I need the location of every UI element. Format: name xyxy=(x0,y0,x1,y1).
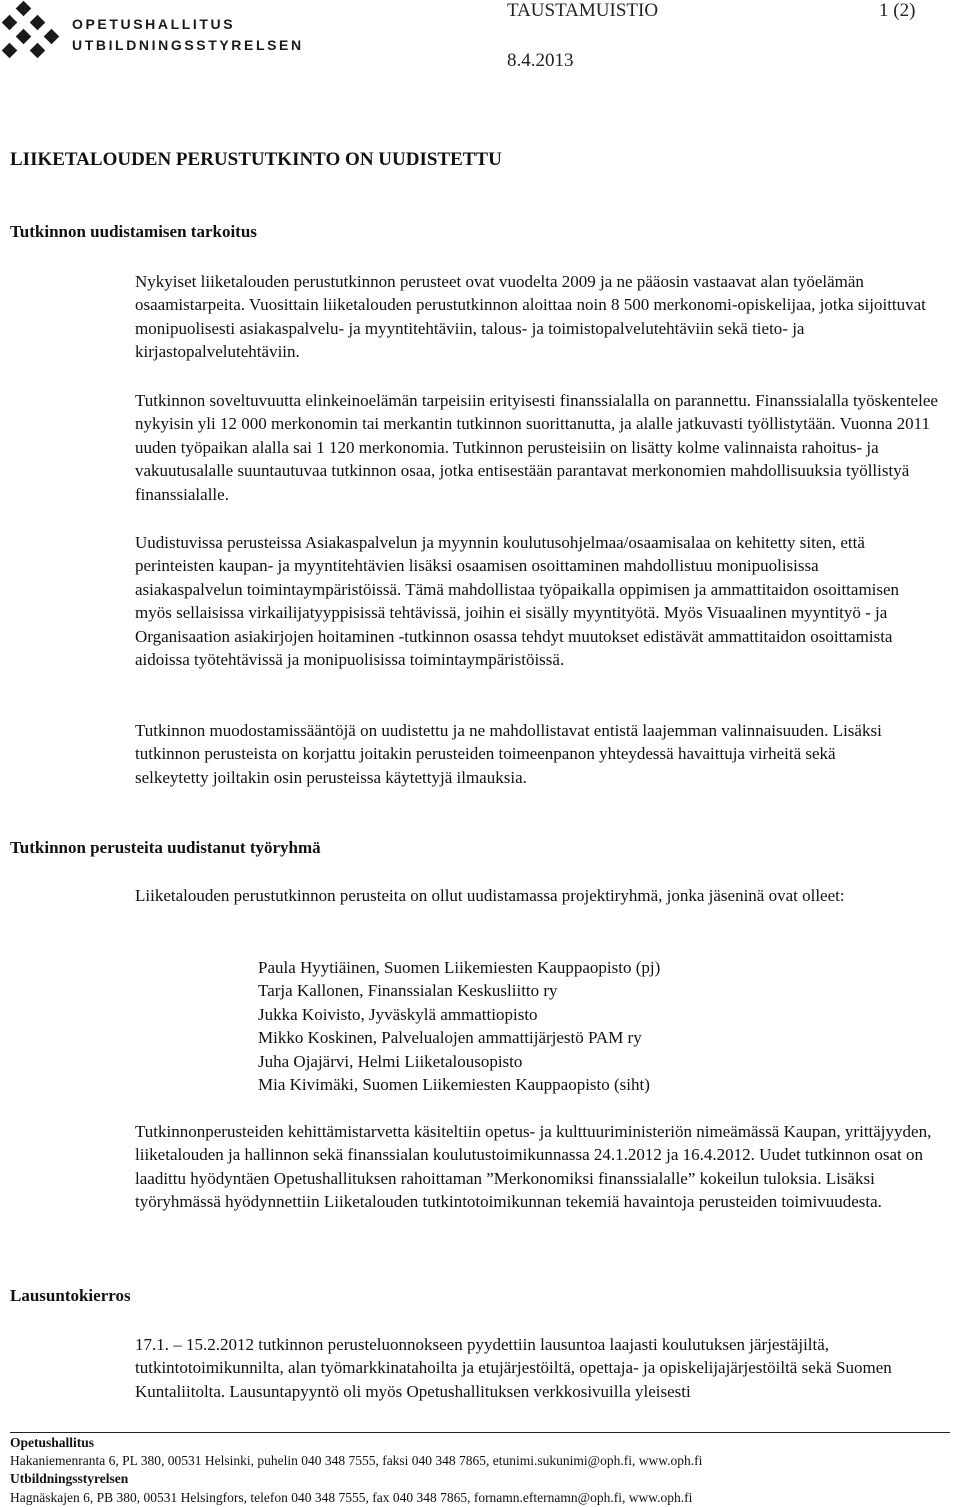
member-item: Tarja Kallonen, Finanssialan Keskusliitto ry xyxy=(258,981,558,1001)
footer-org-sv: Utbildningsstyrelsen xyxy=(10,1471,129,1487)
logo xyxy=(0,0,304,70)
member-item: Jukka Koivisto, Jyväskylä ammattiopisto xyxy=(258,1004,538,1024)
footer-address-sv: Hagnäskajen 6, PB 380, 00531 Helsingfors, telefon 040 348 7555, fax 040 348 7865, fornamn.efternamn@oph.fi, www.oph.fi xyxy=(10,1489,693,1505)
footer xyxy=(10,1434,702,1507)
member-item: Mia Kivimäki, Suomen Liikemiesten Kauppaopisto (siht) xyxy=(258,1075,650,1095)
section-heading-consultation: Lausuntokierros xyxy=(10,1286,131,1305)
footer-address-fi: Hakaniemenranta 6, PL 380, 00531 Helsinki, puhelin 040 348 7555, faksi 040 348 7865, etunimi.sukunimi@oph.fi, www.oph.fi xyxy=(10,1453,703,1469)
member-item: Paula Hyytiäinen, Suomen Liikemiesten Kauppaopisto (pj) xyxy=(258,958,661,977)
paragraph: Tutkinnon muodostamissääntöjä on uudistettu ja ne mahdollistavat entistä laajemman valinnaisuuden. Lisäksi tutkinnon perusteista on korjattu joitakin perusteiden toimeenpanon yhteydessä havaittuja virheitä sekä selkeytetty joiltakin osin perusteissa käytettyjä ilmauksia. xyxy=(135,721,882,787)
member-list xyxy=(258,956,660,1096)
paragraph: Nykyiset liiketalouden perustutkinnon perusteet ovat vuodelta 2009 ja ne pääosin vastaavat alan työelämän osaamistarpeita. Vuosittain liiketalouden perustutkinnon aloittaa noin 8 500 merkonomi-opiskelijaa, jotka sijoittuvat monipuolisesti asiakaspalvelu- ja myyntitehtäviin, talous- ja toimistopalvelutehtäviin sekä tieto- ja kirjastopalvelutehtäviin. xyxy=(135,272,926,362)
logo-line-1: OPETUSHALLITUS xyxy=(72,16,236,32)
logo-line-2: UTBILDNINGSSTYRELSEN xyxy=(72,37,304,53)
doc-type: TAUSTAMUISTIO xyxy=(507,0,659,21)
member-item: Mikko Koskinen, Palvelualojen ammattijärjestö PAM ry xyxy=(258,1028,642,1048)
member-item: Juha Ojajärvi, Helmi Liiketalousopisto xyxy=(258,1051,523,1071)
paragraph: Tutkinnon soveltuvuutta elinkeinoelämän tarpeisiin erityisesti finanssialalla on parannettu. Finanssialalla työskentelee nykyisin yli 12 000 merkonomin tai merkantin tutkinnon suorittanutta, ja alalle jatkuvasti työllistytään. Vuonna 2011 uuden työpaikan alalla sai 1 120 merkonomia. Tutkinnon perusteisiin on lisätty kolme valinnaista rahoitus- ja vakuutusalalle suuntautuvaa tutkinnon osaa, jotka entisestään parantavat merkonomien mahdollisuuksia työllistyä finanssialalle. xyxy=(135,391,938,504)
document-title: LIIKETALOUDEN PERUSTUTKINTO ON UUDISTETTU xyxy=(10,149,502,170)
paragraph: Tutkinnonperusteiden kehittämistarvetta käsiteltiin opetus- ja kulttuuriministeriön nimeämässä Kaupan, yrittäjyyden, liiketalouden ja hallinnon sekä finanssialan koulutustoimikunnassa 24.1.2012 ja 16.4.2012. Uudet tutkinnon osat on laadittu hyödyntäen Opetushallituksen rahoittaman ”Merkonomiksi finanssialalle” kokeilun tuloksia. Lisäksi työryhmässä hyödynnettiin Liiketalouden tutkintotoimikunnan tekemiä havaintoja perusteiden toimivuudesta. xyxy=(135,1122,932,1212)
paragraph: 17.1. – 15.2.2012 tutkinnon perusteluonnokseen pyydettiin lausuntoa laajasti koulutuksen järjestäjiltä, tutkintotoimikunnilta, alan työmarkkinatahoilta ja etujärjestöiltä, opettaja- ja opiskelijajärjestöiltä sekä Suomen Kuntaliitolta. Lausuntapyyntö oli myös Opetushallituksen verkkosivuilla yleisesti xyxy=(135,1335,892,1401)
doc-date: 8.4.2013 xyxy=(507,50,574,71)
section-heading-purpose: Tutkinnon uudistamisen tarkoitus xyxy=(10,222,257,241)
paragraph: Liiketalouden perustutkinnon perusteita on ollut uudistamassa projektiryhmä, jonka jäseninä ovat olleet: xyxy=(135,886,845,905)
page-number: 1 (2) xyxy=(879,0,916,21)
footer-divider xyxy=(10,1432,950,1433)
section-heading-working-group: Tutkinnon perusteita uudistanut työryhmä xyxy=(10,838,321,857)
logo-diamond-icon xyxy=(0,0,70,66)
paragraph: Uudistuvissa perusteissa Asiakaspalvelun ja myynnin koulutusohjelmaa/osaamisalaa on kehitetty siten, että perinteisten kaupan- ja myyntitehtävien lisäksi osaamisen osoittaminen mahdollistuu monipuolisissa asiakaspalvelun toimintaympäristöissä. Tämä mahdollistaa työpaikalla oppimisen ja ammattitaidon osoittamisen myös sellaisissa virkailijatyyppisissä tehtävissä, joihin ei sisälly myyntityötä. Myös Visuaalinen myyntityö - ja Organisaation asiakirjojen hoitaminen -tutkinnon osassa tehdyt muutokset edistävät ammattitaidon osoittamista aidoissa työtehtävissä ja monipuolisissa toimintaympäristöissä. xyxy=(135,533,900,670)
footer-org-fi: Opetushallitus xyxy=(10,1435,95,1450)
